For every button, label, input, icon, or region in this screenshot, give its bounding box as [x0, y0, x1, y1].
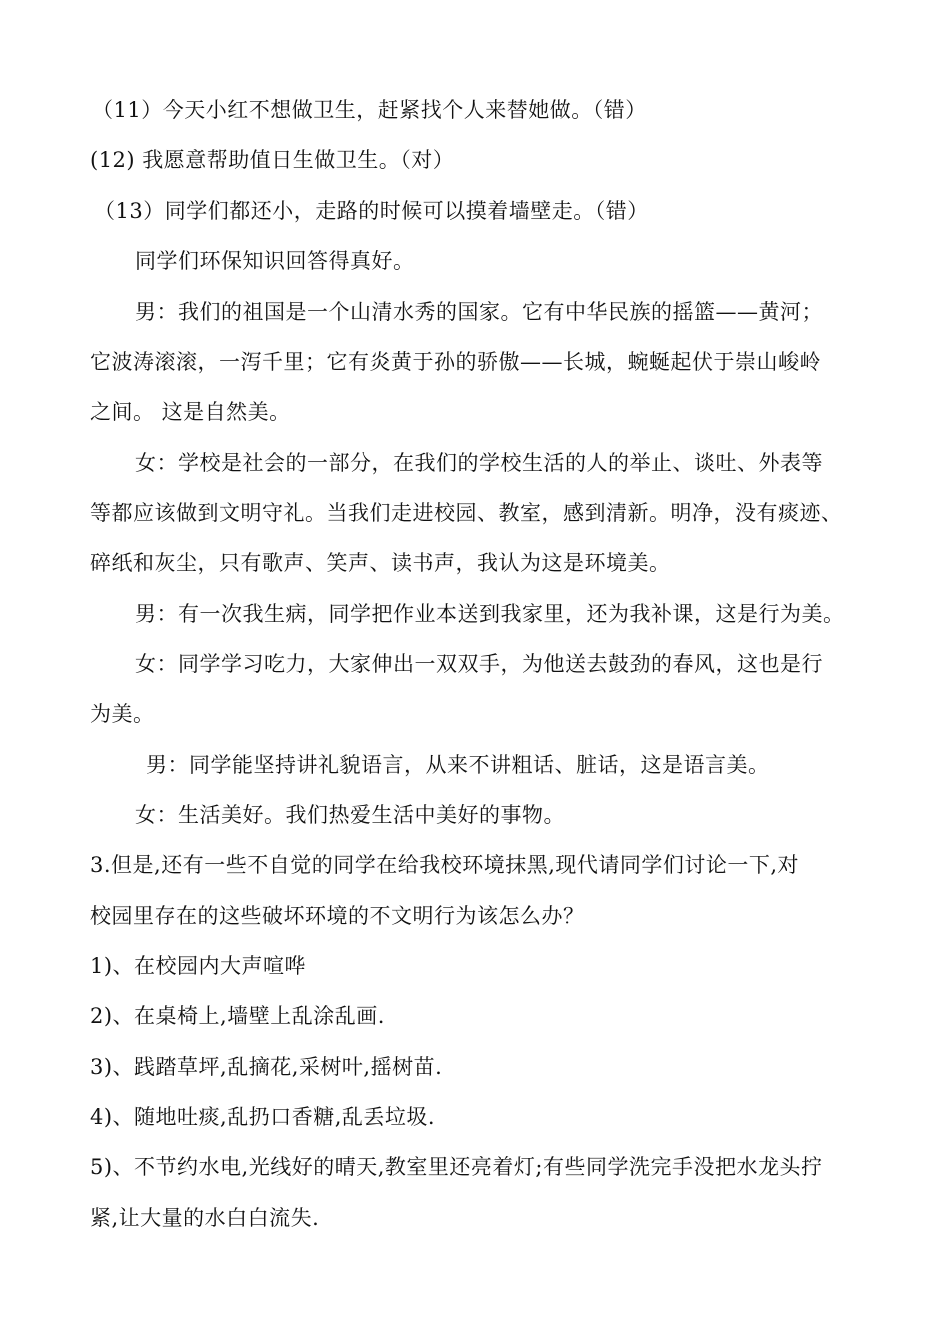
text-line-male-1-cont: 它波涛滚滚，一泻千里；它有炎黄于孙的骄傲——长城，蜿蜒起伏于崇山峻岭	[90, 350, 821, 374]
text-line-female-1-cont: 等都应该做到文明守礼。当我们走进校园、教室，感到清新。明净，没有痰迹、	[90, 501, 843, 525]
text-line-list-5: 5)、不节约水电,光线好的晴天,教室里还亮着灯;有些同学洗完手没把水龙头拧	[90, 1155, 823, 1179]
text-line-list-3: 3)、践踏草坪,乱摘花,采树叶,摇树苗.	[90, 1055, 443, 1079]
text-line-item-12: (12) 我愿意帮助值日生做卫生。（对）	[90, 148, 455, 172]
text-line-female-2: 女：同学学习吃力，大家伸出一双双手，为他送去鼓劲的春风，这也是行	[135, 652, 823, 676]
text-line-female-1-end: 碎纸和灰尘，只有歌声、笑声、读书声，我认为这是环境美。	[90, 551, 671, 575]
text-line-praise: 同学们环保知识回答得真好。	[135, 249, 415, 273]
text-line-section-3: 3.但是,还有一些不自觉的同学在给我校环境抹黑,现代请同学们讨论一下,对	[90, 853, 800, 877]
text-line-female-1: 女：学校是社会的一部分，在我们的学校生活的人的举止、谈吐、外表等	[135, 451, 823, 475]
text-line-female-2-end: 为美。	[90, 702, 155, 726]
text-line-male-1-end: 之间。 这是自然美。	[90, 400, 291, 424]
text-line-list-1: 1)、在校园内大声喧哗	[90, 954, 307, 978]
text-line-male-3: 男：同学能坚持讲礼貌语言，从来不讲粗话、脏话，这是语言美。	[146, 753, 770, 777]
text-line-section-3-cont: 校园里存在的这些破坏环境的不文明行为该怎么办？	[90, 904, 585, 928]
text-line-list-4: 4)、随地吐痰,乱扔口香糖,乱丢垃圾.	[90, 1105, 436, 1129]
text-line-list-5-cont: 紧,让大量的水白白流失.	[90, 1206, 320, 1230]
text-line-female-3: 女：生活美好。我们热爱生活中美好的事物。	[135, 803, 565, 827]
text-line-list-2: 2)、在桌椅上,墙壁上乱涂乱画.	[90, 1004, 385, 1028]
text-line-item-11: （11）今天小红不想做卫生，赶紧找个人来替她做。（错）	[92, 98, 647, 122]
text-line-male-2: 男：有一次我生病，同学把作业本送到我家里，还为我补课，这是行为美。	[135, 602, 845, 626]
text-line-item-13: （13）同学们都还小，走路的时候可以摸着墙壁走。（错）	[94, 199, 649, 223]
text-line-male-1: 男：我们的祖国是一个山清水秀的国家。它有中华民族的摇篮——黄河；	[135, 300, 823, 324]
